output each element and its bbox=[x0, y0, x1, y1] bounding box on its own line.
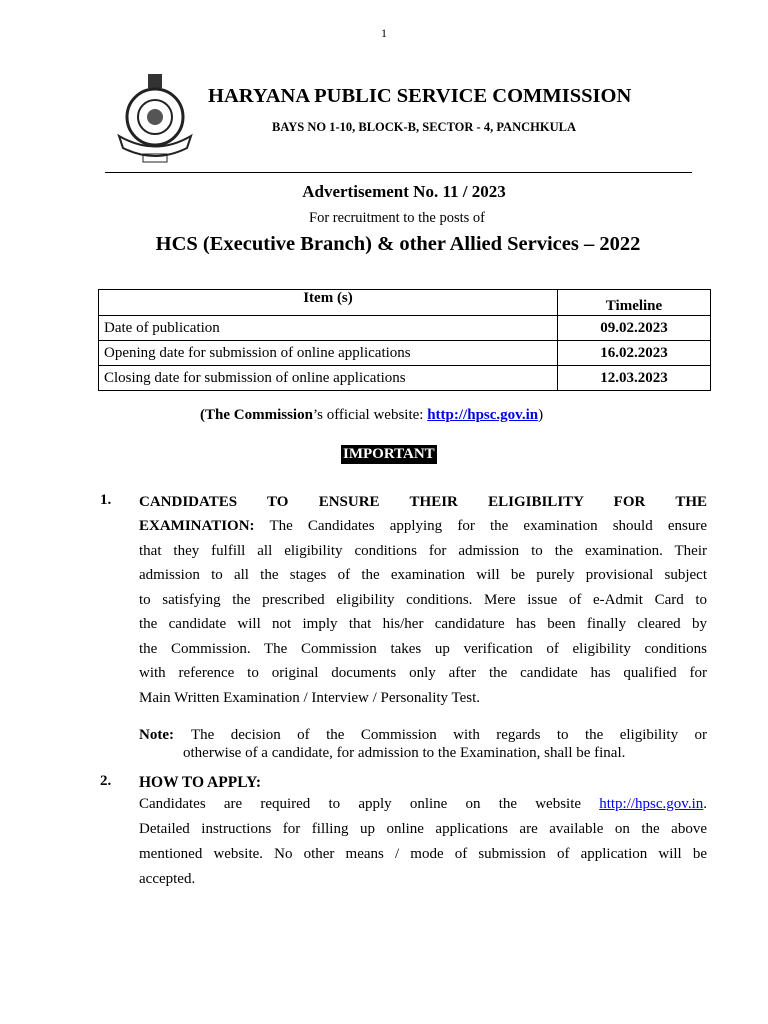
section-2-line bbox=[139, 794, 707, 814]
table-header-row bbox=[99, 290, 711, 316]
section-1-line: admission to all the stages of the examination will be purely provisional subject bbox=[139, 567, 707, 583]
header-timeline: Timeline bbox=[558, 290, 711, 316]
section-2-text: Candidates are required to apply online on the website bbox=[139, 796, 582, 812]
section-1-line: to satisfying the prescribed eligibility conditions. Mere issue of e-Admit Card to bbox=[139, 592, 707, 608]
date-cell: 16.02.2023 bbox=[558, 341, 711, 366]
table-row bbox=[99, 341, 711, 366]
website-prefix: (The Commission bbox=[200, 407, 313, 423]
period: . bbox=[703, 796, 707, 812]
timeline-table bbox=[98, 289, 711, 391]
website-suffix: ’s official website: bbox=[312, 407, 428, 423]
important-label: IMPORTANT bbox=[343, 446, 435, 462]
item-cell: Date of publication bbox=[99, 316, 558, 341]
date-cell: 09.02.2023 bbox=[558, 316, 711, 341]
website-close: ) bbox=[538, 407, 544, 423]
item-cell: Closing date for submission of online applications bbox=[99, 366, 558, 391]
advertisement-subtitle: For recruitment to the posts of bbox=[309, 210, 485, 226]
website-link[interactable]: http://hpsc.gov.in bbox=[427, 407, 539, 423]
section-1-line bbox=[139, 516, 707, 536]
section-2-line: Detailed instructions for filling up online applications are available on the above bbox=[139, 821, 707, 837]
section-2-line: accepted. bbox=[139, 871, 196, 887]
section-2-number: 2. bbox=[100, 773, 112, 789]
note-text: The decision of the Commission with regards to the eligibility or bbox=[191, 727, 707, 743]
section-2-heading: HOW TO APPLY: bbox=[139, 774, 262, 791]
note-label: Note: bbox=[139, 727, 174, 743]
table-row bbox=[99, 366, 711, 391]
page-number: 1 bbox=[381, 26, 387, 40]
hpsc-emblem-logo bbox=[115, 72, 195, 164]
date-cell: 12.03.2023 bbox=[558, 366, 711, 391]
note-text: otherwise of a candidate, for admission to the Examination, shall be final. bbox=[183, 745, 626, 761]
section-1-line: the candidate will not imply that his/her candidature has been finally cleared by bbox=[139, 616, 707, 632]
section-1-text: The Candidates applying for the examination should ensure bbox=[269, 518, 707, 534]
table-row bbox=[99, 316, 711, 341]
header-item: Item (s) bbox=[99, 290, 558, 316]
posts-title: HCS (Executive Branch) & other Allied Services – 2022 bbox=[155, 233, 641, 255]
header-divider bbox=[105, 172, 692, 173]
section-1-number: 1. bbox=[100, 492, 112, 508]
section-1-line: the Commission. The Commission takes up verification of eligibility conditions bbox=[139, 641, 707, 657]
section-1-heading: CANDIDATES TO ENSURE THEIR ELIGIBILITY FOR THE bbox=[139, 494, 707, 510]
commission-title: HARYANA PUBLIC SERVICE COMMISSION bbox=[208, 85, 632, 107]
section-1-line: Main Written Examination / Interview / Personality Test. bbox=[139, 690, 481, 706]
advertisement-number: Advertisement No. 11 / 2023 bbox=[302, 182, 506, 201]
section-1-line: with reference to original documents only after the candidate has qualified for bbox=[139, 665, 707, 681]
commission-address: BAYS NO 1-10, BLOCK-B, SECTOR - 4, PANCHKULA bbox=[272, 120, 576, 134]
section-1-heading-cont: EXAMINATION: bbox=[139, 518, 255, 534]
hpsc-link[interactable]: http://hpsc.gov.in bbox=[599, 796, 704, 812]
website-line bbox=[200, 407, 543, 424]
item-cell: Opening date for submission of online applications bbox=[99, 341, 558, 366]
section-1-line: that they fulfill all eligibility conditions for admission to the examination. Their bbox=[139, 543, 707, 559]
section-2-line: mentioned website. No other means / mode of submission of application will be bbox=[139, 846, 707, 862]
